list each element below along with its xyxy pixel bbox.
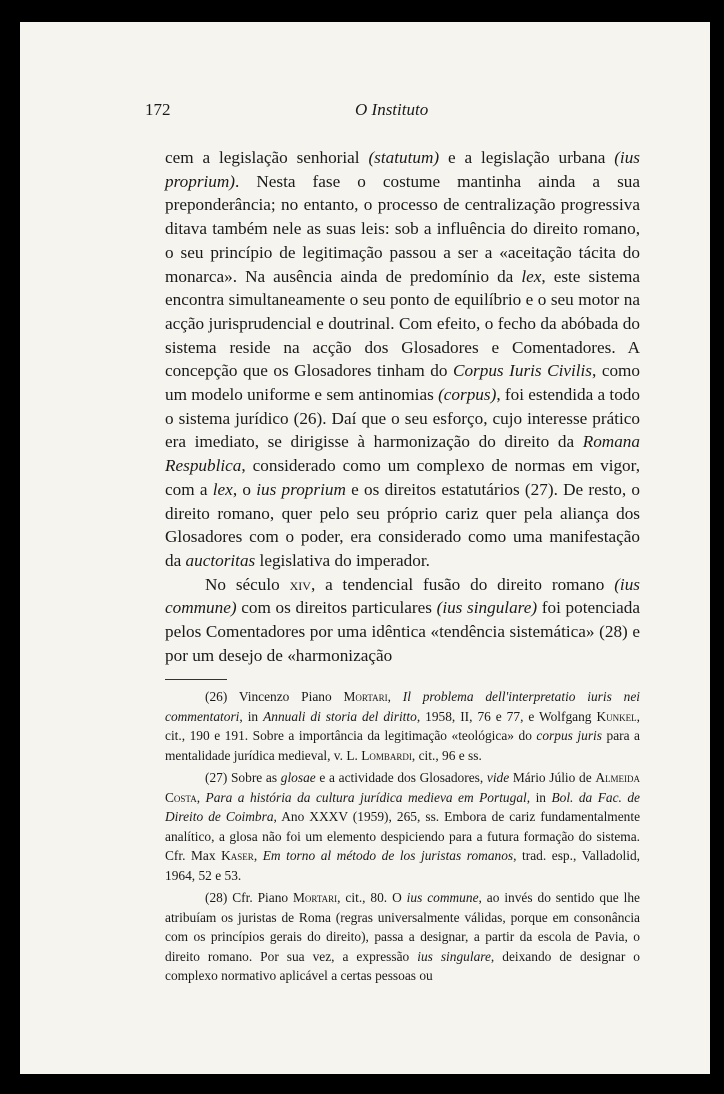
text-run: , in	[526, 789, 552, 805]
italic-run: (corpus)	[438, 385, 497, 405]
italic-run: (ius singulare)	[436, 598, 538, 618]
main-text	[165, 146, 640, 667]
text-run: ,	[196, 789, 206, 805]
text-run: , cit., 80. O	[337, 890, 407, 905]
text-run: , este sistema encontra simultaneamente o seu ponto de equilíbrio e o seu motor na acção jurisprudencial e doutrinal. Com efeito, o fecho da abóbada do sistema reside na acção dos Glosadores e Comentadores. A concepção que os Glosadores tinham do	[165, 266, 640, 381]
small-caps-run: Kunkel	[596, 708, 637, 724]
text-run: , cit., 96 e ss.	[411, 747, 482, 763]
text-run: , in	[239, 708, 264, 724]
italic-run: Il problema dell'interpretatio iuris nei commentatori	[165, 689, 640, 724]
small-caps-run: xiv	[289, 574, 311, 594]
italic-run: Bol. da Fac. de Direito de Coimbra	[165, 789, 640, 824]
text-run: cem a legislação senhorial	[165, 148, 369, 167]
text-run: foi potenciada pelos Comentadores por uma idêntica «tendência sistemática» (28) e por um desejo de «harmonização	[165, 598, 640, 665]
text-run: para a mentalidade jurídica medieval, v. L.	[165, 728, 641, 763]
italic-run: Annuali di storia del diritto	[263, 708, 417, 724]
italic-run: Romana Respublica	[165, 432, 640, 476]
text-run: (28) Cfr. Piano	[205, 890, 294, 905]
text-run: e a legislação urbana	[439, 148, 615, 167]
italic-run: corpus juris	[536, 728, 602, 743]
text-run: , ao invés do sentido que lhe atribuíam os juristas de Roma (regras universalmente válidas, porque em consonância com os princípios gerais do direito), passa a designar, a partir da escola de Pavia, o direito romano. Por sua vez, a expressão	[165, 890, 641, 964]
text-run: , a tendencial fusão do direito romano	[310, 574, 615, 594]
italic-run: glosae	[280, 770, 316, 785]
text-run: , cit., 190 e 191. Sobre a importância da legitimação «teológica» do	[165, 708, 640, 743]
text-run: e os direitos estatutários (27). De resto, o direito romano, quer pelo seu próprio cariz quer pela aliança dos Glosadores com o poder, era considerado como uma manifestação da	[165, 479, 640, 570]
italic-run: ius singulare	[417, 948, 491, 964]
text-run: . Nesta fase o costume mantinha ainda a sua preponderância; no entanto, o processo de centralização progressiva ditava também nele as suas leis: sob a influência do direito romano, o seu princípio de legitimação passou a ser a «aceitação tácita do monarca». Na ausência ainda de predomínio da	[165, 171, 640, 286]
italic-run: Em torno al método de los juristas romanos	[262, 848, 514, 863]
small-caps-run: Mortari	[343, 689, 388, 704]
footnotes	[165, 687, 640, 989]
text-run: , 1958, II, 76 e 77, e Wolfgang	[416, 708, 597, 724]
paragraph-2	[165, 573, 640, 668]
text-run: (26) Vincenzo Piano	[205, 689, 344, 704]
footnote-28	[165, 888, 640, 986]
small-caps-run: Lombardi	[361, 747, 412, 763]
running-title: O Instituto	[355, 100, 429, 119]
italic-run: (ius commune)	[165, 574, 640, 618]
paragraph-1	[165, 146, 640, 573]
small-caps-run: Mortari	[293, 890, 338, 905]
footnote-separator	[165, 679, 227, 680]
text-run: e a actividade dos Glosadores,	[315, 770, 487, 785]
text-run: , deixando de designar o complexo normativo aplicável a certas pessoas ou	[165, 948, 640, 983]
footnote-27	[165, 768, 640, 885]
italic-run: ius proprium	[256, 479, 346, 499]
text-run: (27) Sobre as	[205, 770, 281, 785]
italic-run: (statutum)	[368, 148, 440, 167]
page-number: 172	[145, 100, 171, 119]
page-header	[145, 100, 645, 124]
text-run: , Ano XXXV (1959), 265, ss. Embora de cariz fundamentalmente analítico, a glosa não foi um elemento despiciendo para a futura formação do sistema. Cfr. Max	[165, 809, 641, 863]
italic-run: lex	[212, 479, 233, 499]
text-run: No século	[205, 574, 290, 594]
text-run: , considerado como um complexo de normas em vigor, com a	[165, 456, 640, 499]
italic-run: auctoritas	[185, 550, 256, 570]
text-run: , o	[232, 479, 257, 499]
italic-run: (ius proprium)	[165, 148, 640, 191]
italic-run: Corpus Iuris Civilis	[452, 361, 592, 381]
small-caps-run: Kaser	[221, 848, 254, 863]
text-run: legislativa do imperador.	[255, 550, 430, 570]
footnote-26	[165, 687, 640, 765]
text-run: ,	[387, 689, 403, 704]
italic-run: vide	[486, 770, 510, 785]
text-run: , como um modelo uniforme e sem antinomias	[165, 361, 640, 405]
small-caps-run: Almeida Costa	[165, 770, 640, 805]
text-run: , trad. esp., Valladolid, 1964, 52 e 53.	[165, 848, 641, 883]
text-run: com os direitos particulares	[236, 598, 437, 618]
text-run: , foi estendida a todo o sistema jurídico (26). Daí que o seu esforço, cujo interesse prático era imediato, se dirigisse à harmonização do direito da	[165, 385, 640, 452]
italic-run: Para a história da cultura jurídica medieva em Portugal	[205, 789, 527, 805]
text-run: ,	[253, 848, 263, 863]
italic-run: ius commune	[406, 890, 479, 905]
italic-run: lex	[521, 266, 542, 286]
text-run: Mário Júlio de	[509, 770, 596, 785]
